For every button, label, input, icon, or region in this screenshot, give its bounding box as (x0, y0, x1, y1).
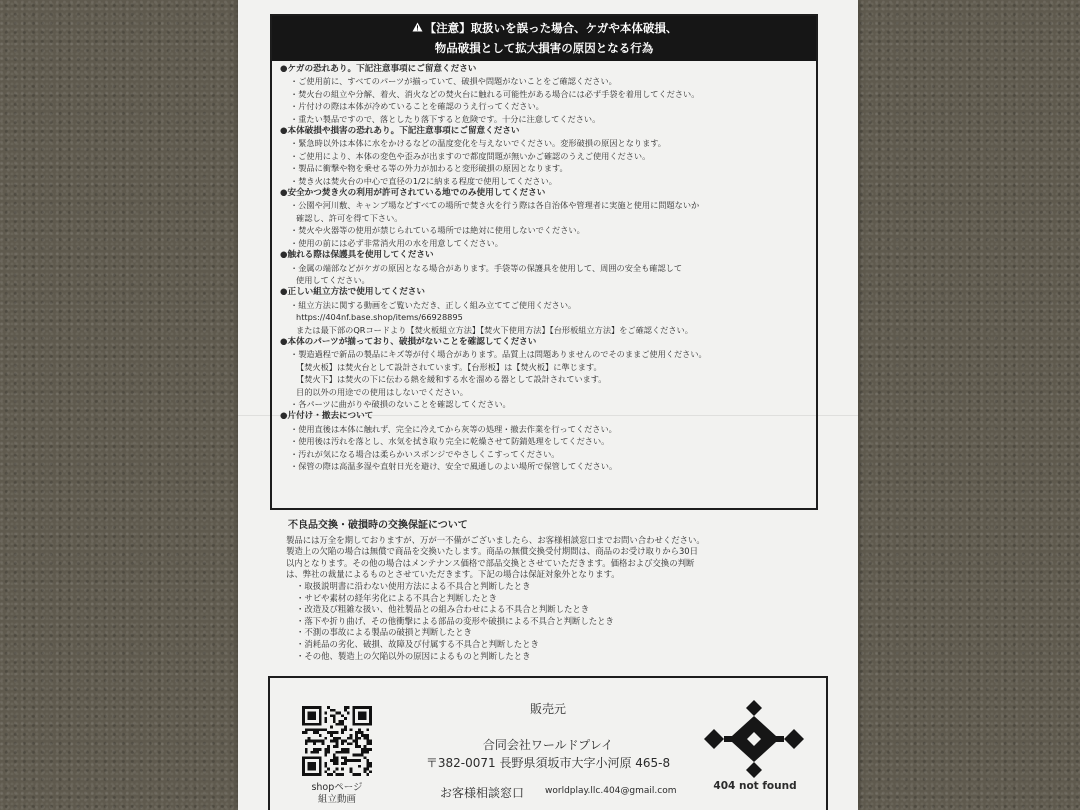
exchange-exclusion-item: ・サビや素材の経年劣化による不具合と判断したとき (296, 592, 497, 603)
section-line: ・ご使用前に、すべてのパーツが揃っていて、破損や問題がないことをご確認ください。 (290, 76, 617, 87)
section-line: ・保管の際は高温多湿や直射日光を避け、安全で風通しのよい場所で保管してください。 (290, 461, 618, 471)
section-line: ・焚き火は焚火台の中心で直径の1/2に納まる程度で使用してください。 (290, 175, 557, 186)
section-line: ・汚れが気になる場合は柔らかいスポンジでやさしくこすってください。 (290, 448, 560, 459)
company-address: 〒382-0071 長野県須坂市大字小河原 465-8 (425, 756, 671, 770)
section-line: 【焚火下】は焚火の下に伝わる熱を緩和する水を溜める器として設計されています。 (296, 374, 607, 385)
exchange-paragraphs (286, 535, 846, 581)
section-line: ・製造過程で新品の製品にキズ等が付く場合があります。品質上は問題ありませんのでそのままご使用ください。 (290, 349, 707, 360)
section-line: ・緊急時以外は本体に水をかけるなどの温度変化を与えないでください。変形破損の原因となります。 (290, 138, 666, 149)
exchange-exclusion-item: ・落下や折り曲げ、その他衝撃による部品の変形や破損による不具合と判断したとき (296, 615, 614, 626)
qr-caption-shop: shopページ (311, 782, 363, 793)
exchange-exclusion-item: ・取扱説明書に沿わない使用方法による不具合と判断したとき (296, 580, 531, 591)
warning-header (272, 16, 816, 61)
section-title: ●本体破損や損害の恐れあり。下記注意事項にご留意ください (280, 126, 520, 137)
section-line: 目的以外の用途での使用はしないでください。 (296, 386, 468, 397)
qr-caption (300, 782, 374, 806)
exchange-guarantee (286, 520, 846, 662)
exchange-paragraph-line: 製造上の欠陥の場合は無償で商品を交換いたします。商品の無償交換受付期間は、商品のお受け取りから30日 (286, 546, 698, 557)
warning-header-line-2: 物品破損として拡大損害の原因となる行為 (434, 41, 654, 55)
exchange-exclusions (286, 581, 846, 662)
section-line: 確認し、許可を得て下さい。 (296, 212, 403, 223)
section-title: ●安全かつ焚き火の利用が許可されている地でのみ使用してください (280, 188, 546, 199)
contact-email: worldplay.llc.404@gmail.com (545, 786, 677, 796)
section-line: ・使用直後は本体に触れず、完全に冷えてから灰等の処理・撤去作業を行ってください。 (290, 423, 617, 434)
section-title: ●正しい組立方法で使用してください (280, 287, 425, 298)
section-line: ・ご使用により、本体の変色や歪みが出ますので都度問題が無いかご確認のうえご使用ください。 (290, 150, 651, 161)
instruction-sheet (238, 0, 858, 810)
exchange-exclusion-item: ・改造及び粗雑な扱い、他社製品との組み合わせによる不具合と判断したとき (296, 604, 590, 615)
exchange-paragraph-line: は、弊社の裁量によるものとさせていただきます。下記の場合は保証対象外となります。 (286, 569, 620, 580)
warning-sections (272, 61, 816, 472)
section-line: ・重たい製品ですので、落としたり落下すると危険です。十分に注意してください。 (290, 113, 601, 124)
exchange-paragraph-line: 以内となります。その他の場合はメンテナンス価格で部品交換とさせていただきます。価格および交換の判断 (286, 557, 695, 568)
company-name: 合同会社ワールドプレイ (482, 738, 614, 752)
qr-caption-video: 組立動画 (317, 794, 356, 805)
exchange-title: 不良品交換・破損時の交換保証について (288, 520, 468, 531)
brand-logo-icon (702, 698, 806, 780)
section-line: ・各パーツに曲がりや破損のないことを確認してください。 (290, 398, 511, 409)
warning-header-line-1 (272, 18, 816, 38)
seller-label: 販売元 (529, 702, 566, 716)
section-title: ●本体のパーツが揃っており、破損がないことを確認してください (280, 336, 537, 347)
section-line: ・焚火や火器等の使用が禁じられている場所では絶対に使用しないでください。 (290, 225, 585, 236)
warning-triangle-icon (411, 18, 425, 38)
section-line: 【焚火板】は焚火台として設計されています。【台形板】は【焚火板】に準じます。 (296, 361, 602, 372)
section-title: ●ケガの恐れあり。下記注意事項にご留意ください (280, 64, 477, 74)
section-line: または最下部のQRコードより【焚火板組立方法】【焚火下使用方法】【台形板組立方法】をご確認ください。 (296, 324, 693, 335)
contact-label: お客様相談窓口 (440, 786, 525, 800)
exchange-exclusion-item: ・消耗品の劣化、破損、故障及び付属する不具合と判断したとき (296, 638, 539, 649)
section-line: ・使用の前には必ず非常消火用の水を用意してください。 (290, 237, 503, 248)
section-line: ・組立方法に関する動画をご覧いただき、正しく組み立ててご使用ください。 (290, 299, 577, 310)
section-line: ・焚火台の組立や分解、着火、消火などの焚火台に触れる可能性がある場合には必ず手袋を着用してください。 (290, 88, 700, 99)
section-line: ・片付けの際は本体が冷めていることを確認のうえ行ってください。 (290, 101, 544, 112)
section-line: ・製品に衝撃や物を乗せる等の外力が加わると変形破損の原因となります。 (290, 163, 568, 174)
section-line[interactable]: https://404nf.base.shop/items/66928895 (296, 312, 463, 323)
warning-box (270, 14, 818, 510)
section-line: 使用してください。 (296, 274, 370, 285)
section-line: ・使用後は汚れを落とし、水気を拭き取り完全に乾燥させて防錆処理をしてください。 (290, 436, 610, 447)
warning-header-text-1: 【注意】取扱いを誤った場合、ケガや本体破損、 (424, 21, 678, 35)
exchange-paragraph-line: 製品には万全を期しておりますが、万が一不備がございましたら、お客様相談窓口までお問い合わせください。 (286, 534, 705, 545)
section-line: ・公園や河川敷、キャンプ場などすべての場所で焚き火を行う際は各自治体や管理者に実施と使用に問題ないか (290, 200, 700, 211)
section-title: ●触れる際は保護具を使用してください (280, 250, 434, 261)
exchange-exclusion-item: ・その他、製造上の欠陥以外の原因によるものと判断したとき (296, 650, 531, 661)
seller-box (268, 676, 828, 810)
brand-name: 404 not found (713, 780, 797, 792)
section-line: ・金属の端部などがケガの原因となる場合があります。手袋等の保護具を使用して、周囲の安全も確認して (290, 262, 683, 273)
section-title: ●片付け・撤去について (280, 411, 374, 422)
exchange-exclusion-item: ・不測の事故による製品の破損と判断したとき (296, 627, 472, 638)
